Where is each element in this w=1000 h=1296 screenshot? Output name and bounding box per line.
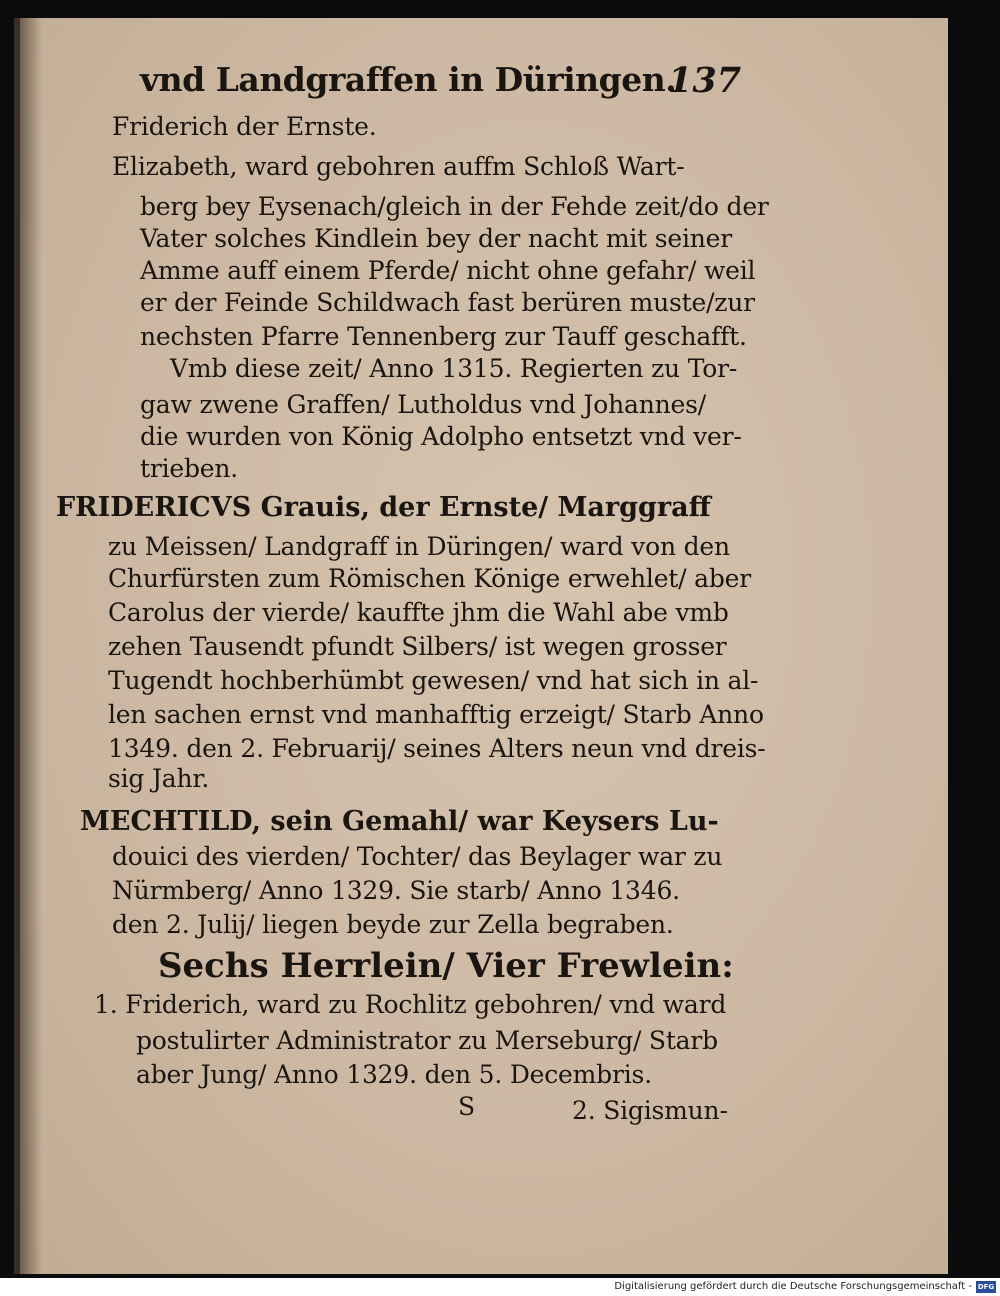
text-line: Churfürsten zum Römischen Könige erwehlet/ aber [108, 564, 751, 593]
text-line: berg bey Eysenach/gleich in der Fehde zeit/do der [140, 192, 769, 221]
text-line: Friderich der Ernste. [112, 112, 377, 141]
text-line: nechsten Pfarre Tennenberg zur Tauff geschafft. [140, 322, 747, 351]
section-heading-mechtild: MECHTILD, sein Gemahl/ war Keysers Lu- [80, 806, 719, 837]
page-number: 137 [668, 60, 742, 101]
signature-mark: S [458, 1092, 475, 1121]
text-line: sig Jahr. [108, 764, 210, 793]
text-line: 1349. den 2. Februarij/ seines Alters neun vnd dreis- [108, 734, 766, 763]
text-line: len sachen ernst vnd manhafftig erzeigt/ Starb Anno [108, 700, 764, 729]
children-heading: Sechs Herrlein/ Vier Frewlein: [158, 946, 734, 986]
text-line: Vater solches Kindlein bey der nacht mit seiner [140, 224, 732, 253]
text-line: 1. Friderich, ward zu Rochlitz gebohren/ vnd ward [94, 990, 727, 1019]
text-line: douici des vierden/ Tochter/ das Beylager war zu [112, 842, 723, 871]
text-line: zu Meissen/ Landgraff in Düringen/ ward von den [108, 532, 730, 561]
text-line: die wurden von König Adolpho entsetzt vnd ver- [140, 422, 742, 451]
text-line: zehen Tausendt pfundt Silbers/ ist wegen grosser [108, 632, 727, 661]
text-line: gaw zwene Graffen/ Lutholdus vnd Johannes/ [140, 390, 706, 419]
text-line: den 2. Julij/ liegen beyde zur Zella begraben. [112, 910, 674, 939]
text-line: Amme auff einem Pferde/ nicht ohne gefahr/ weil [140, 256, 756, 285]
digitization-credit: Digitalisierung gefördert durch die Deutsche Forschungsgemeinschaft - [614, 1281, 972, 1292]
running-head: vnd Landgraffen in Düringen. [140, 60, 677, 99]
text-line: Vmb diese zeit/ Anno 1315. Regierten zu Tor- [170, 354, 738, 383]
text-line: aber Jung/ Anno 1329. den 5. Decembris. [136, 1060, 652, 1089]
text-line: Carolus der vierde/ kauffte jhm die Wahl abe vmb [108, 598, 729, 627]
text-line: trieben. [140, 454, 239, 483]
text-line: er der Feinde Schildwach fast berüren muste/zur [140, 288, 755, 317]
text-line: postulirter Administrator zu Merseburg/ Starb [136, 1026, 718, 1055]
text-line: Tugendt hochberhümbt gewesen/ vnd hat sich in al- [108, 666, 759, 695]
section-heading-fridericus: FRIDERICVS Grauis, der Ernste/ Marggraff [56, 492, 711, 523]
catchword: 2. Sigismun- [572, 1096, 728, 1125]
text-line: Nürmberg/ Anno 1329. Sie starb/ Anno 1346. [112, 876, 680, 905]
text-line: Elizabeth, ward gebohren auffm Schloß Wart- [112, 152, 685, 181]
dfg-logo: DFG [977, 1283, 995, 1291]
gutter-shadow [20, 18, 42, 1274]
